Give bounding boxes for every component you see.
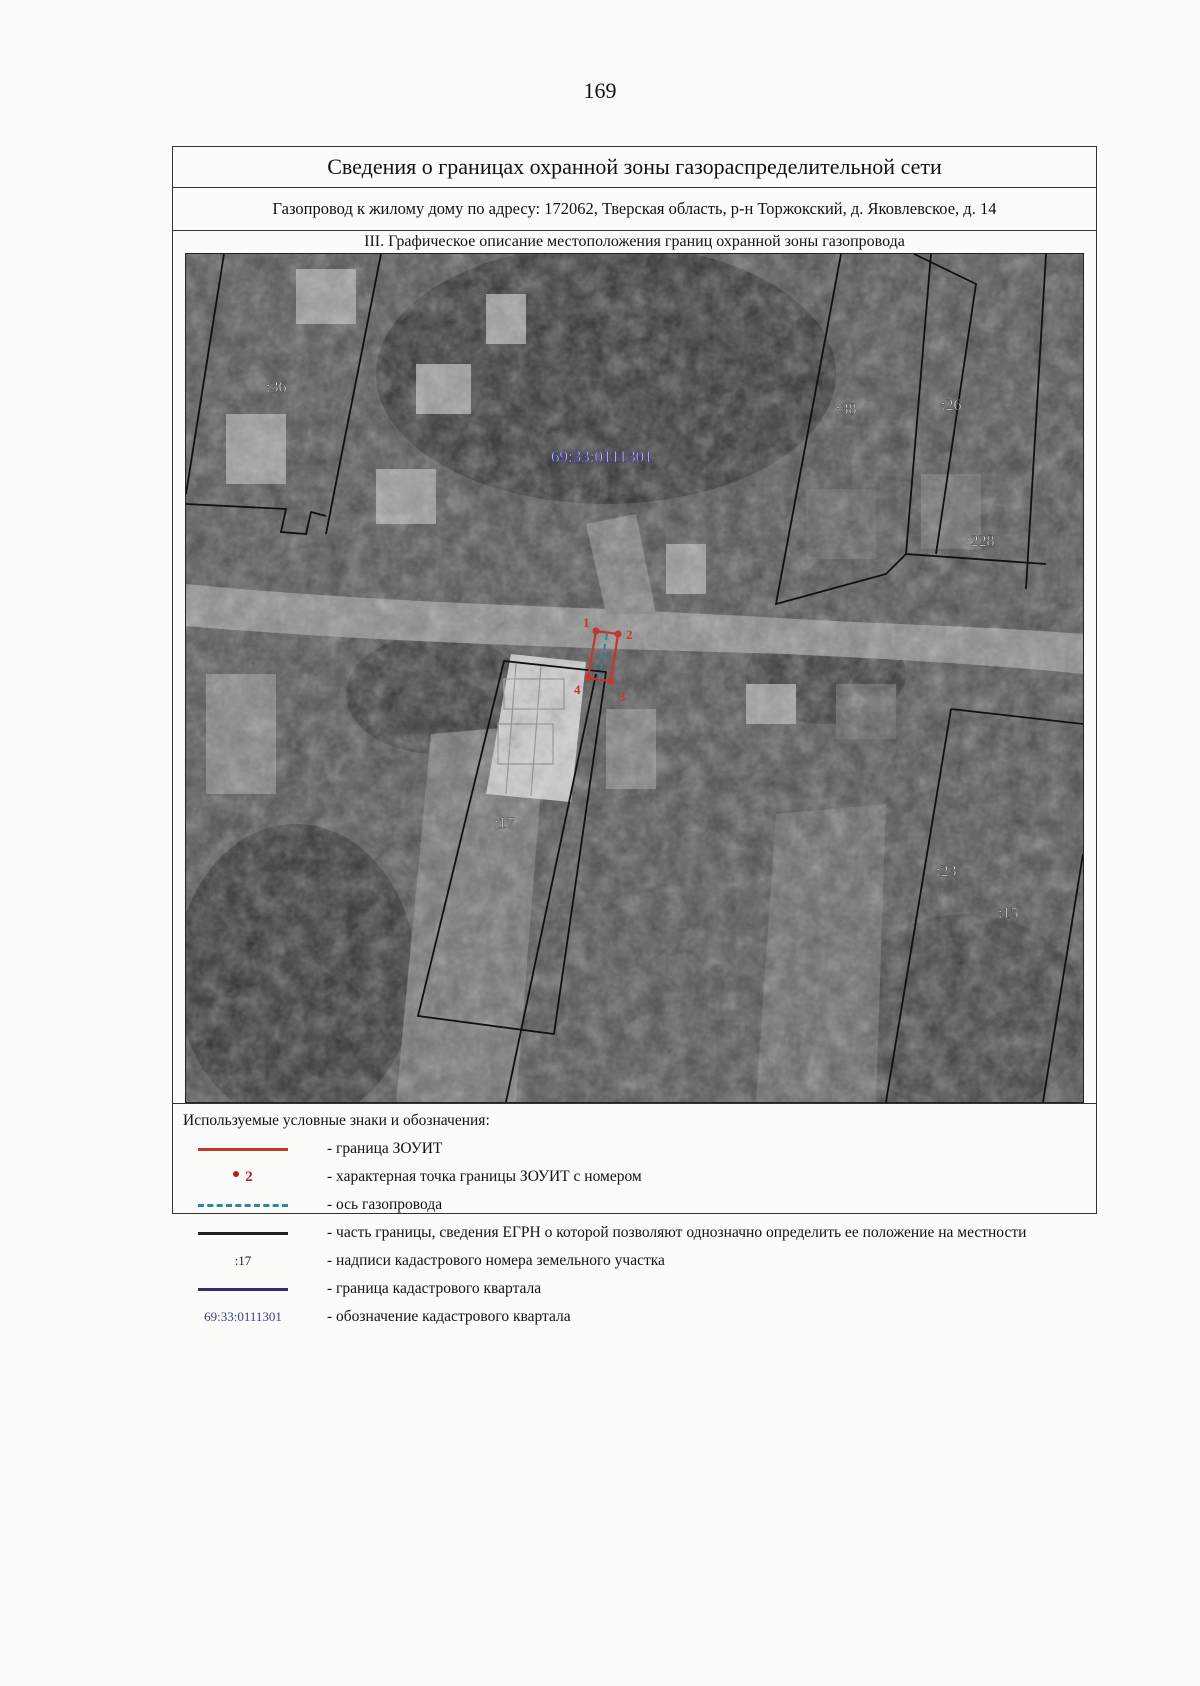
legend-item-gas-axis: - ось газопровода — [183, 1192, 1096, 1220]
document-title: Сведения о границах охранной зоны газораспределительной сети — [173, 147, 1096, 188]
legend-title: Используемые условные знаки и обозначения: — [183, 1112, 490, 1129]
point-label-4: 4 — [574, 682, 581, 697]
gas-axis-swatch — [198, 1204, 288, 1207]
map-canvas — [186, 254, 1083, 1102]
boundary-point-2[interactable] — [615, 631, 622, 638]
boundary-point-1[interactable] — [593, 628, 600, 635]
quarter-boundary-swatch — [198, 1288, 288, 1291]
point-dot-icon — [233, 1171, 239, 1177]
boundary-point-3[interactable] — [608, 678, 615, 685]
parcel-label-26: :26 — [941, 397, 962, 414]
parcel-label-17: :17 — [494, 815, 515, 832]
parcel-label-228: :228 — [966, 533, 995, 550]
document-frame — [172, 146, 1097, 1325]
legend-item-quarter-boundary: - граница кадастрового квартала — [183, 1276, 1096, 1304]
zouit-boundary-swatch — [198, 1148, 288, 1151]
point-label-3: 3 — [619, 689, 626, 704]
parcel-boundary-swatch — [198, 1232, 288, 1235]
legend — [173, 1103, 1096, 1332]
page-number: 169 — [583, 78, 617, 103]
legend-item-parcel-boundary: - часть границы, сведения ЕГРН о которой позволяют однозначно определить ее положение на местности — [183, 1220, 1096, 1248]
legend-item-zouit-boundary: - граница ЗОУИТ — [183, 1136, 1096, 1164]
legend-item-parcel-label: :17 - надписи кадастрового номера земельного участка — [234, 1252, 665, 1269]
quarter-label-swatch: 69:33:0111301 — [204, 1309, 282, 1324]
boundary-point-4[interactable] — [585, 675, 592, 682]
parcel-label-38: :38 — [836, 401, 857, 418]
parcel-label-swatch: :17 — [234, 1253, 252, 1268]
satellite-map[interactable] — [185, 253, 1084, 1103]
section-title: III. Графическое описание местоположения границ охранной зоны газопровода — [364, 233, 905, 250]
cadastral-quarter-label: 69:33:0111301 — [551, 447, 653, 466]
point-label-1: 1 — [583, 615, 590, 630]
parcel-label-36: :36 — [266, 379, 287, 396]
parcel-label-23: :23 — [936, 863, 957, 880]
legend-item-boundary-point: 2 - характерная точка границы ЗОУИТ с номером — [183, 1164, 1096, 1192]
object-address: Газопровод к жилому дому по адресу: 172062, Тверская область, р-н Торжокский, д. Яковлевское, д. 14 — [173, 188, 1096, 231]
legend-item-quarter-label: 69:33:0111301 - обозначение кадастрового квартала — [204, 1308, 571, 1325]
point-label-2: 2 — [626, 627, 633, 642]
parcel-label-15: :15 — [998, 905, 1019, 922]
boundary-point-swatch: 2 — [233, 1169, 253, 1186]
